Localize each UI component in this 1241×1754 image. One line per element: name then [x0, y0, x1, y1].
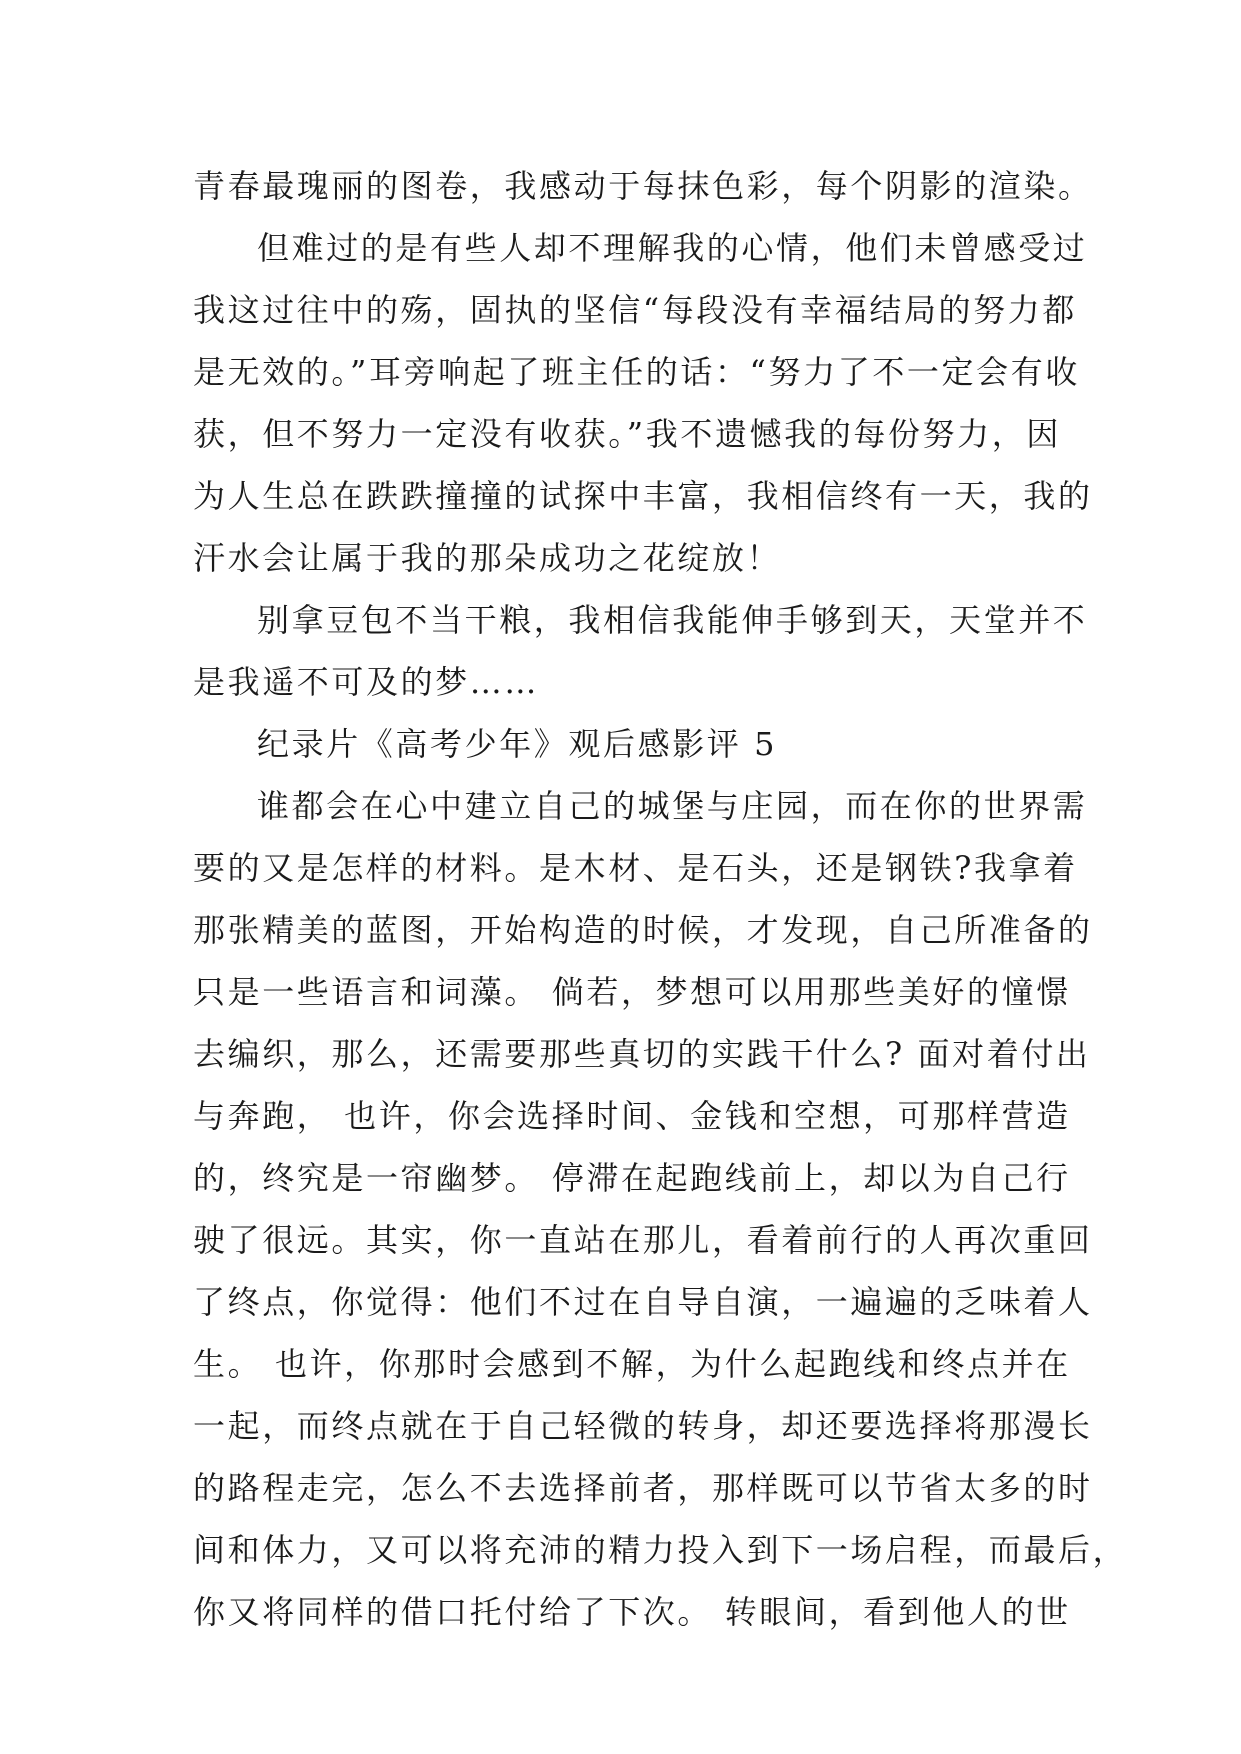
text-line: 驶了很远。其实，你一直站在那儿，看着前行的人再次重回: [193, 1221, 1093, 1259]
text-line: 生。 也许，你那时会感到不解，为什么起跑线和终点并在: [193, 1345, 1071, 1383]
text-line: 为人生总在跌跌撞撞的试探中丰富，我相信终有一天，我的: [193, 477, 1093, 515]
text-line: 那张精美的蓝图，开始构造的时候，才发现，自己所准备的: [193, 911, 1093, 949]
text-line: 青春最瑰丽的图卷，我感动于每抹色彩，每个阴影的渲染。: [193, 167, 1093, 205]
paragraph-start-line: 谁都会在心中建立自己的城堡与庄园，而在你的世界需: [257, 787, 1088, 825]
text-line: 要的又是怎样的材料。是木材、是石头，还是钢铁?我拿着: [193, 849, 1078, 887]
text-line: 了终点，你觉得：他们不过在自导自演，一遍遍的乏味着人: [193, 1283, 1093, 1321]
text-line: 间和体力，又可以将充沛的精力投入到下一场启程，而最后，: [193, 1531, 1128, 1569]
text-line: 与奔跑， 也许，你会选择时间、金钱和空想，可那样营造: [193, 1097, 1071, 1135]
text-line: 的路程走完，怎么不去选择前者，那样既可以节省太多的时: [193, 1469, 1093, 1507]
text-line: 是无效的。”耳旁响起了班主任的话：“努力了不一定会有收: [193, 353, 1080, 391]
section-heading: 纪录片《高考少年》观后感影评 5: [257, 725, 778, 763]
text-line: 只是一些语言和词藻。 倘若，梦想可以用那些美好的憧憬: [193, 973, 1071, 1011]
text-line: 获，但不努力一定没有收获。”我不遗憾我的每份努力，因: [193, 415, 1061, 453]
text-line: 我这过往中的殇，固执的坚信“每段没有幸福结局的努力都: [193, 291, 1077, 329]
paragraph-start-line: 别拿豆包不当干粮，我相信我能伸手够到天，天堂并不: [257, 601, 1088, 639]
text-line: 你又将同样的借口托付给了下次。 转眼间，看到他人的世: [193, 1593, 1071, 1631]
text-line: 去编织，那么，还需要那些真切的实践干什么? 面对着付出: [193, 1035, 1091, 1073]
paragraph-start-line: 但难过的是有些人却不理解我的心情，他们未曾感受过: [257, 229, 1088, 267]
text-line: 一起，而终点就在于自己轻微的转身，却还要选择将那漫长: [193, 1407, 1093, 1445]
text-line: 汗水会让属于我的那朵成功之花绽放！: [193, 539, 782, 577]
text-line: 的，终究是一帘幽梦。 停滞在起跑线前上，却以为自己行: [193, 1159, 1071, 1197]
text-line: 是我遥不可及的梦……: [193, 663, 540, 701]
